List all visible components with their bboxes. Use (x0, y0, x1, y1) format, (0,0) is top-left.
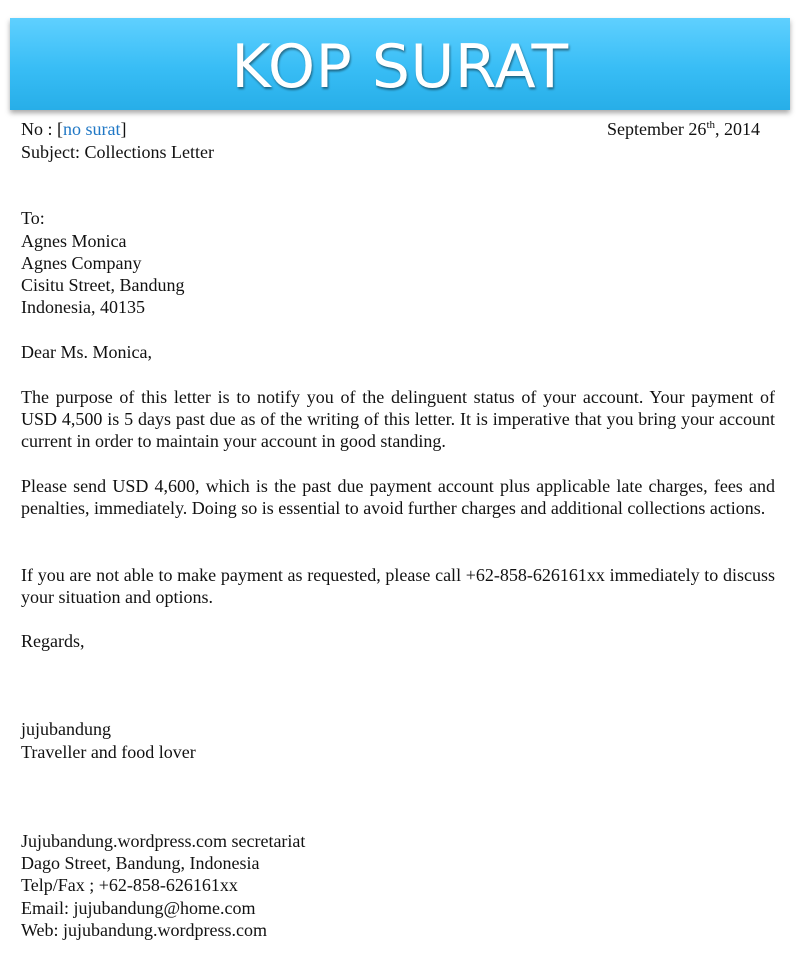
recipient-street: Cisitu Street, Bandung (21, 275, 185, 295)
letter-number (21, 118, 127, 140)
body-paragraph-3: If you are not able to make payment as requested, please call +62-858-626161xx immediately to discuss your situation and options. (21, 565, 775, 607)
recipient-country-zip: Indonesia, 40135 (21, 297, 145, 317)
recipient-company: Agnes Company (21, 253, 142, 273)
letter-number-label: No : [ (21, 119, 63, 139)
letterhead-title: KOP SURAT (231, 32, 569, 102)
footer-web: Web: jujubandung.wordpress.com (21, 920, 268, 940)
closing: Regards, (21, 631, 85, 651)
to-label: To: (21, 208, 45, 228)
body-paragraph-2: Please send USD 4,600, which is the past due payment account plus applicable late charges, fees and penalties, immediately. Doing so is essential to avoid further charges and additional collections actions. (21, 476, 775, 518)
letter-subject: Subject: Collections Letter (21, 142, 214, 162)
recipient-name: Agnes Monica (21, 231, 127, 251)
footer-email: Email: jujubandung@home.com (21, 898, 256, 918)
letter-number-placeholder[interactable]: no surat (63, 119, 121, 139)
footer-address: Dago Street, Bandung, Indonesia (21, 853, 260, 873)
signature-title: Traveller and food lover (21, 742, 196, 762)
letter-number-close: ] (120, 119, 127, 139)
date-month-day: September 26 (606, 119, 707, 139)
date-suffix: th (706, 119, 715, 131)
footer-org: Jujubandung.wordpress.com secretariat (21, 831, 306, 851)
date-year: , 2014 (715, 119, 760, 139)
signature-name: jujubandung (21, 719, 111, 739)
letterhead-banner (10, 18, 790, 110)
letter-date (607, 118, 760, 140)
footer-telp: Telp/Fax ; +62-858-626161xx (21, 875, 238, 895)
body-paragraph-1: The purpose of this letter is to notify you of the delinguent status of your account. Your payment of USD 4,500 is 5 days past due as of the writing of this letter. It is imperative that you bring your account current in order to maintain your account in good standing. (21, 387, 775, 451)
salutation: Dear Ms. Monica, (21, 342, 152, 362)
